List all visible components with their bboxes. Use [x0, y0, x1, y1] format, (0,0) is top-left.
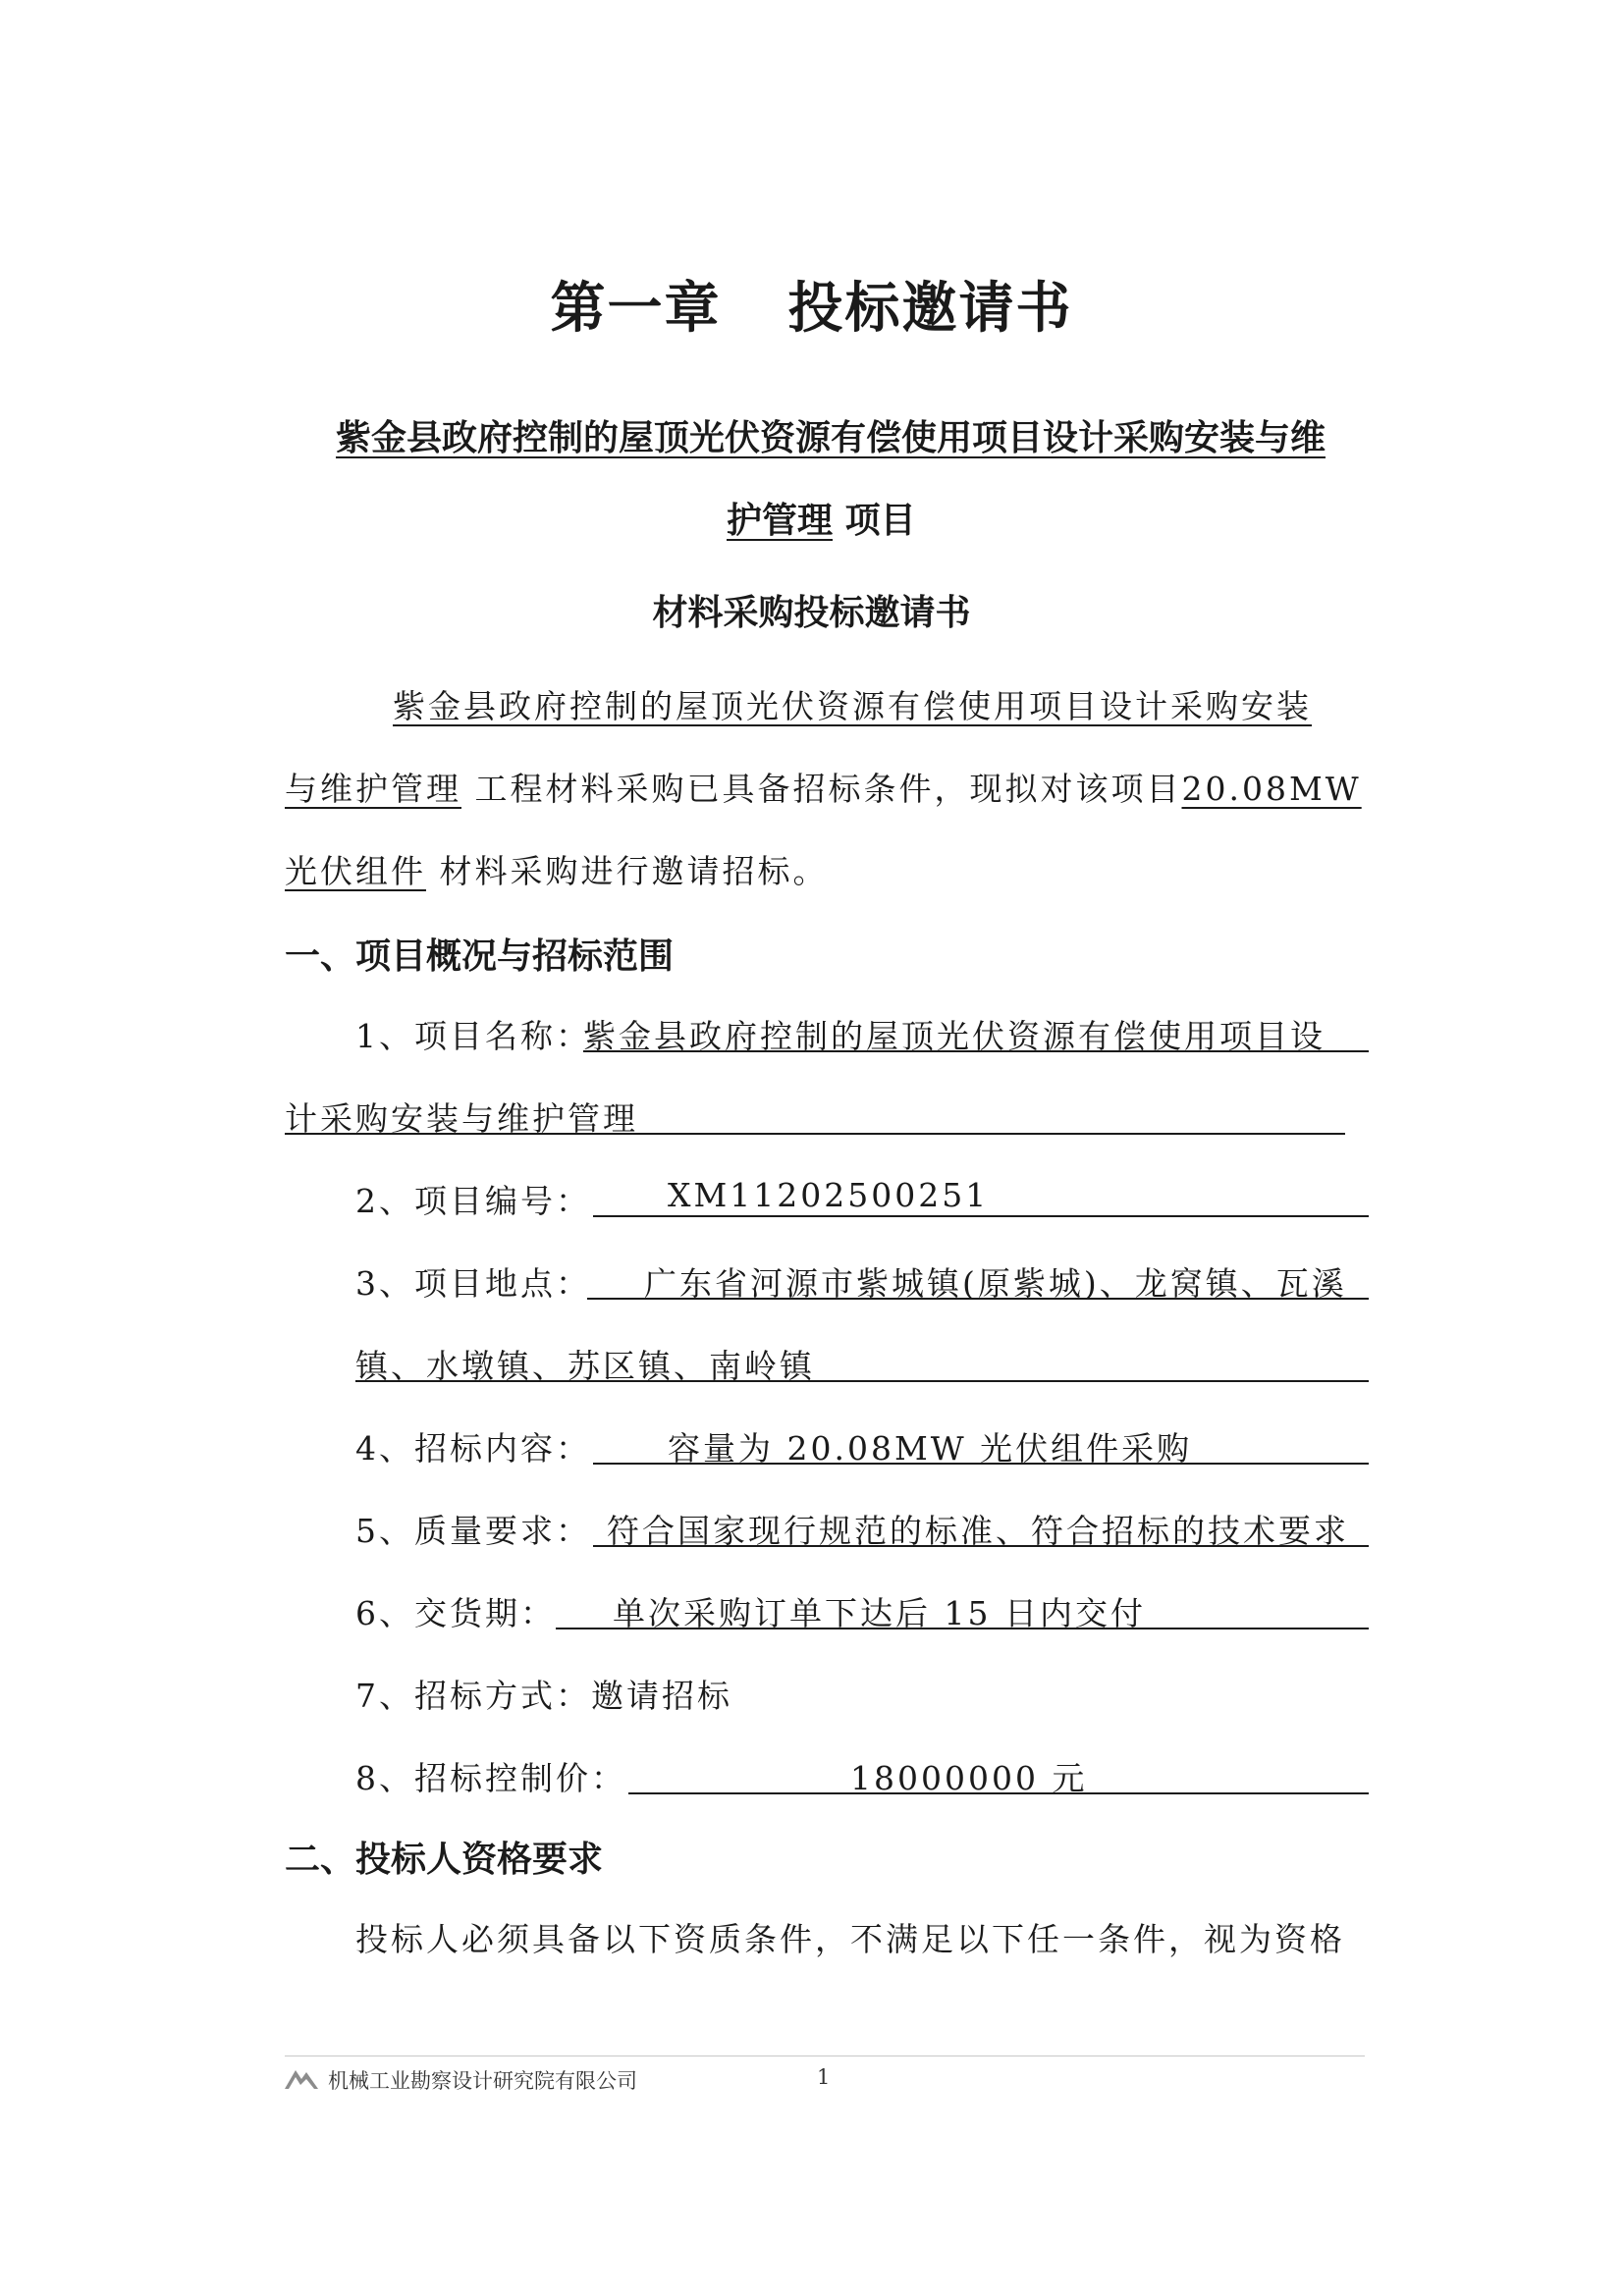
- item3-value-cont: 镇、水墩镇、苏区镇、南岭镇: [355, 1347, 815, 1385]
- intro-line1: 紫金县政府控制的屋顶光伏资源有偿使用项目设计采购安装: [393, 687, 1312, 725]
- item5-underline: [593, 1545, 1369, 1547]
- item1-label: 1、项目名称：: [355, 1017, 591, 1055]
- item6-underline: [556, 1628, 1369, 1629]
- item1-underline2: [285, 1133, 1345, 1135]
- item1-underline: [583, 1050, 1369, 1052]
- mountain-logo-icon: [285, 2074, 318, 2093]
- subtitle: 材料采购投标邀请书: [652, 593, 971, 633]
- footer-page-number: 1: [817, 2065, 831, 2089]
- item6-value: 单次采购订单下达后 15 日内交付: [613, 1594, 1146, 1632]
- section1-heading: 一、项目概况与招标范围: [285, 936, 675, 977]
- item5-label: 5、质量要求：: [355, 1512, 591, 1550]
- item7-label: 7、招标方式：邀请招标: [355, 1677, 732, 1715]
- chapter-label: 第一章: [550, 277, 722, 341]
- project-title-line2: 护管理 项目: [727, 501, 916, 541]
- section2-heading: 二、投标人资格要求: [285, 1840, 604, 1880]
- item3-underline: [587, 1298, 1369, 1300]
- intro-line2: 与维护管理 工程材料采购已具备招标条件，现拟对该项目20.08MW: [285, 770, 1362, 808]
- project-title-line1: 紫金县政府控制的屋顶光伏资源有偿使用项目设计采购安装与维: [336, 418, 1326, 458]
- item3-label: 3、项目地点：: [355, 1264, 591, 1303]
- item4-underline: [593, 1463, 1369, 1465]
- item8-value: 18000000 元: [850, 1759, 1088, 1797]
- item5-value: 符合国家现行规范的标准、符合招标的技术要求: [607, 1512, 1349, 1550]
- footer-company: 机械工业勘察设计研究院有限公司: [328, 2069, 637, 2093]
- item3-underline2: [355, 1380, 1369, 1382]
- item4-value: 容量为 20.08MW 光伏组件采购: [668, 1429, 1193, 1468]
- item6-label: 6、交货期：: [355, 1594, 556, 1632]
- item2-label: 2、项目编号：: [355, 1182, 591, 1220]
- item1-value-cont: 计采购安装与维护管理: [285, 1099, 638, 1138]
- item2-underline: [593, 1215, 1369, 1217]
- chapter-title: [0, 265, 1623, 344]
- item1-value: 紫金县政府控制的屋顶光伏资源有偿使用项目设: [583, 1017, 1325, 1055]
- section2-paragraph: 投标人必须具备以下资质条件，不满足以下任一条件，视为资格: [355, 1920, 1345, 1958]
- item8-underline: [628, 1792, 1369, 1794]
- item4-label: 4、招标内容：: [355, 1429, 591, 1468]
- item8-label: 8、招标控制价：: [355, 1759, 626, 1797]
- footer-logo: [285, 2065, 318, 2093]
- item3-value: 广东省河源市紫城镇(原紫城)、龙窝镇、瓦溪: [644, 1264, 1347, 1303]
- intro-line3: 光伏组件 材料采购进行邀请招标。: [285, 852, 829, 890]
- item7-value: 邀请招标: [591, 1677, 732, 1715]
- item2-value: XM11202500251: [668, 1176, 990, 1214]
- chapter-title-text: 投标邀请书: [787, 277, 1073, 341]
